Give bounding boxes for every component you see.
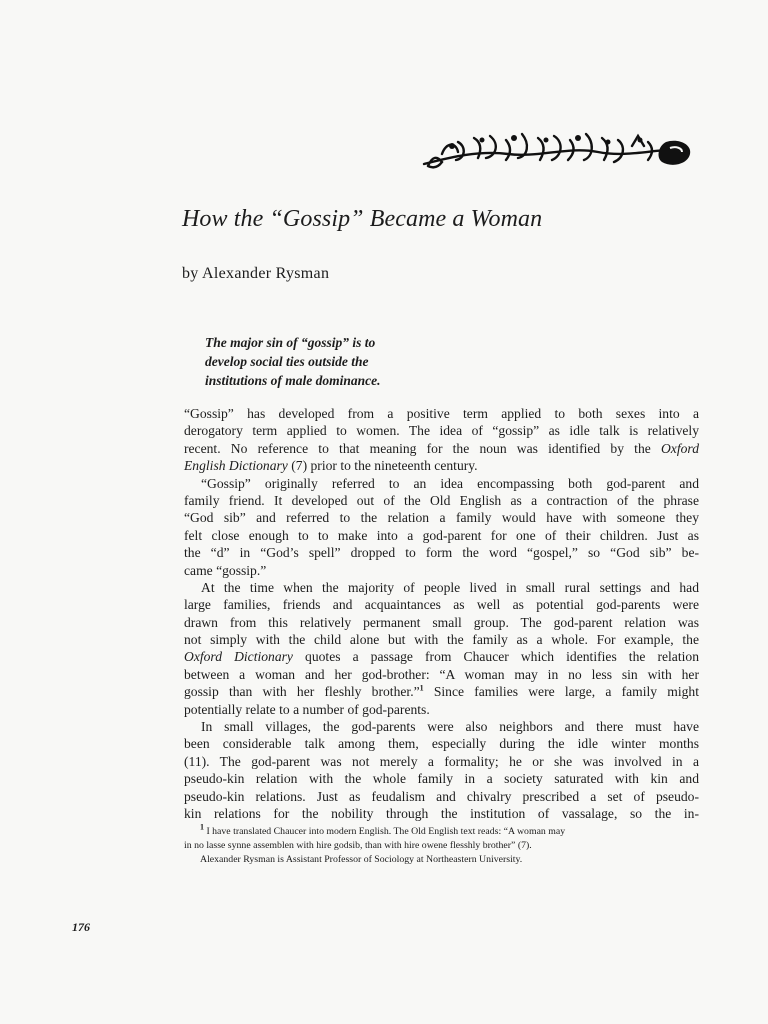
body-line: been considerable talk among them, especially during the idle winter months: [184, 736, 699, 752]
body-line: “God sib” and referred to the relation a family would have with someone they: [184, 510, 699, 526]
body-line: felt close enough to to make into a god-parent for one of their children. Just as: [184, 527, 699, 543]
body-line: “Gossip” has developed from a positive term applied to both sexes into a: [184, 406, 699, 421]
italic-term: English Dictionary: [184, 458, 288, 474]
body-line: recent. No reference to that meaning for the noun was identified by the Oxford: [184, 440, 699, 456]
author-note: Alexander Rysman is Assistant Professor of Sociology at Northeastern University.: [200, 854, 523, 865]
byline: by Alexander Rysman: [182, 265, 330, 282]
epigraph-line: develop social ties outside the: [205, 354, 369, 369]
body-line: At the time when the majority of people lived in small rural settings and had: [201, 579, 699, 595]
body-line: potentially relate to a number of god-parents.: [184, 701, 430, 717]
body-line: came “gossip.”: [184, 562, 267, 578]
body-line: between a woman and her god-brother: “A woman may in no less sin with her: [184, 666, 699, 682]
article-body: [184, 405, 699, 822]
body-line: the “d” in “God’s spell” dropped to form the word “gospel,” so “God sib” be-: [184, 545, 699, 561]
footnote: $^1$ I have translated Chaucer into modern English. The Old English text reads: “A woman may: [200, 822, 566, 837]
italic-term: Oxford Dictionary: [184, 649, 293, 665]
italic-term: Oxford: [660, 440, 699, 456]
body-line: family friend. It developed out of the Old English as a contraction of the phrase: [184, 492, 699, 508]
footnotes: [184, 822, 699, 867]
page-number: 176: [72, 920, 90, 934]
article-title: How the “Gossip” Became a Woman: [182, 206, 543, 232]
footnote-continuation: in no lasse synne assemblen with hire godsib, than with hire owene flesshly brother” (7).: [184, 840, 532, 851]
body-line: (11). The god-parent was not merely a formality; he or she was involved in a: [184, 753, 699, 769]
body-line: pseudo-kin relation with the whole family in a society saturated with kin and: [184, 771, 699, 787]
epigraph-line: The major sin of “gossip” is to: [205, 335, 376, 350]
body-line: derogatory term applied to women. The idea of “gossip” as idle talk is relatively: [184, 423, 699, 439]
body-line: pseudo-kin relations. Just as feudalism and chivalry prescribed a set of pseudo-: [184, 788, 699, 804]
epigraph-line: institutions of male dominance.: [205, 373, 381, 388]
body-line: large families, friends and acquaintances as well as potential god-parents were: [184, 597, 699, 613]
body-line: “Gossip” originally referred to an idea encompassing both god-parent and: [201, 475, 699, 491]
footnote-marker: 1: [200, 822, 204, 832]
body-line: not simply with the child alone but with the family as a whole. For example, the: [184, 632, 699, 648]
epigraph: [205, 333, 437, 390]
body-line: kin relations for the nobility through the institution of vassalage, so the in-: [184, 805, 699, 821]
body-line: In small villages, the god-parents were also neighbors and there must have: [201, 719, 699, 735]
body-line: drawn from this relatively permanent small group. The god-parent relation was: [184, 614, 699, 630]
decorative-vine-ornament-icon: [418, 128, 700, 174]
body-line: Oxford Dictionary quotes a passage from Chaucer which identifies the relation: [184, 649, 699, 665]
body-line: gossip than with her fleshly brother.”$^1$ Since families were large, a family might: [184, 683, 699, 700]
footnote-marker: 1: [419, 683, 424, 693]
body-line: English Dictionary (7) prior to the nineteenth century.: [184, 458, 478, 474]
